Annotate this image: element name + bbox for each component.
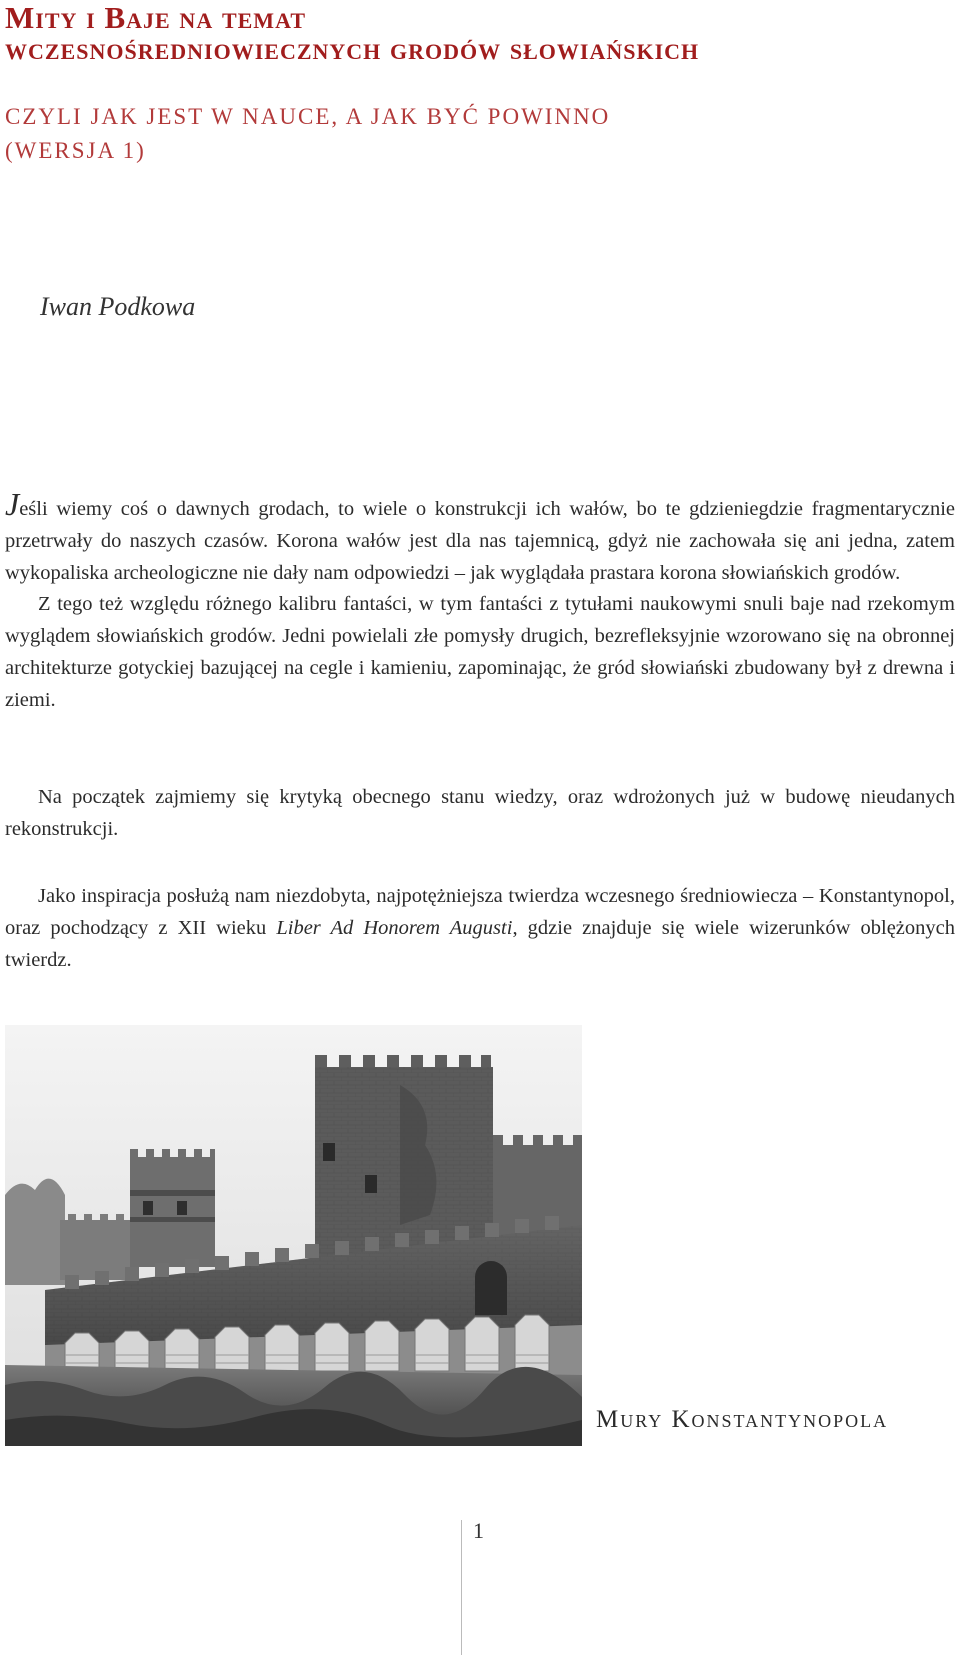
constantinople-walls-photo: [5, 1025, 582, 1446]
paragraph-4-text-b: , gdzie znajduje się wiele wizerunków oblężonych twierdz.: [5, 916, 955, 971]
body-paragraph-3: [5, 782, 955, 846]
title-line-2: wczesnośredniowiecznych grodów słowiańskich: [5, 31, 700, 66]
paragraph-4: [5, 881, 955, 976]
document-subtitle: [5, 100, 955, 168]
document-title: [5, 2, 955, 64]
page-number: 1: [473, 1518, 484, 1543]
paragraph-1-text: eśli wiemy coś o dawnych grodach, to wiele o konstrukcji ich wałów, bo te gdzieniegdzie fragmentarycznie przetrwały do naszych czasów. Korona wałów jest dla nas tajemnicą, gdyż nie zachowała się ani jedna, zatem wykopaliska archeologiczne nie dały nam odpowiedzi – jak wyglądała prastara korona słowiańskich grodów.: [5, 498, 955, 584]
body-paragraphs-1-2: [5, 486, 955, 717]
paragraph-1: [5, 486, 955, 589]
page-number-rule: [461, 1520, 462, 1655]
paragraph-3: Na początek zajmiemy się krytyką obecnego stanu wiedzy, oraz wdrożonych już w budowę nieudanych rekonstrukcji.: [5, 786, 955, 840]
body-paragraph-4: [5, 881, 955, 976]
figure-caption: Mury Konstantynopola: [596, 1406, 889, 1433]
paragraph-2: Z tego też względu różnego kalibru fantaści, w tym fantaści z tytułami naukowymi snuli baje nad rzekomym wyglądem słowiańskich grodów. Jedni powielali złe pomysły drugich, bezrefleksyjnie wzorowano się na obronnej architekturze gotyckiej bazującej na cegle i kamieniu, zapominając, że gród słowiański zbudowany był z drewna i ziemi.: [5, 593, 955, 711]
drop-cap: J: [5, 486, 20, 522]
paragraph-4-text-a: Jako inspiracja posłużą nam niezdobyta, najpotężniejsza twierdza wczesnego średniowiecza – Konstantynopol, oraz pochodzący z XII wieku: [5, 885, 955, 939]
book-title: Liber Ad Honorem Augusti: [276, 916, 513, 939]
subtitle-line-1: CZYLI JAK JEST W NAUCE, A JAK BYĆ POWINNO: [5, 104, 611, 129]
title-line-1: Mity i Baje na temat: [5, 0, 306, 35]
author-name: Iwan Podkowa: [40, 292, 196, 321]
subtitle-line-2: (WERSJA 1): [5, 138, 146, 163]
